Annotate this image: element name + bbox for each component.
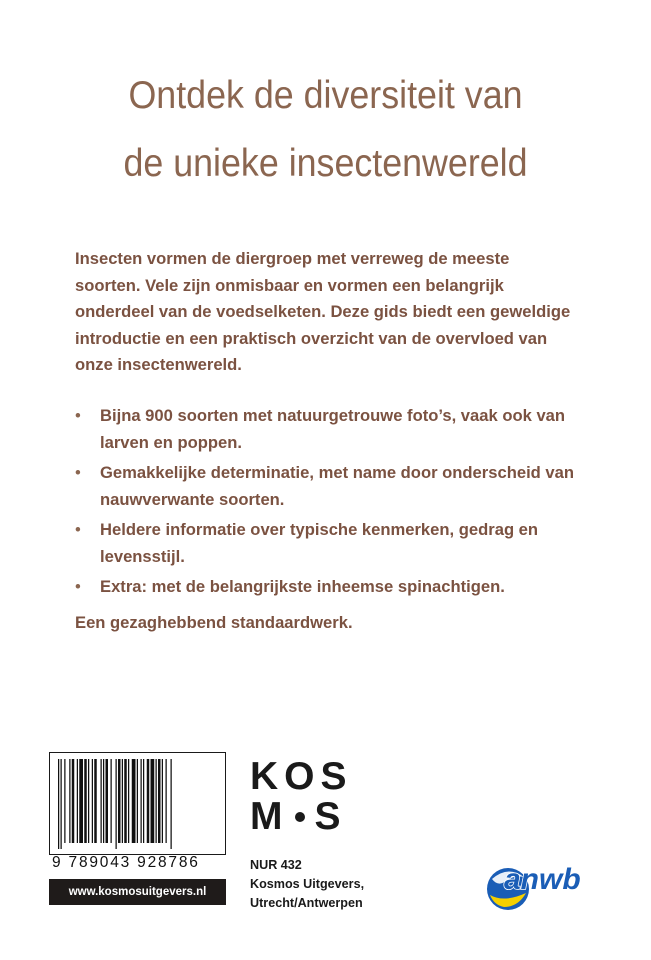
barcode-bar bbox=[137, 759, 138, 843]
barcode-bar bbox=[122, 759, 123, 843]
feature-item bbox=[75, 403, 595, 456]
barcode-bar bbox=[124, 759, 127, 843]
barcode-bar bbox=[143, 759, 144, 843]
barcode-bar bbox=[94, 759, 97, 843]
kosmos-logo bbox=[250, 757, 353, 837]
barcode-bar bbox=[72, 759, 75, 843]
barcode-bar bbox=[128, 759, 129, 843]
headline-line-2: de unieke insectenwereld bbox=[123, 142, 528, 185]
feature-text: Bijna 900 soorten met natuurgetrouwe foto’s, vaak ook van larven en poppen. bbox=[100, 406, 566, 452]
barcode bbox=[49, 752, 226, 855]
headline bbox=[23, 62, 628, 198]
website-url: www.kosmosuitgevers.nl bbox=[49, 879, 226, 905]
barcode-bar bbox=[58, 759, 59, 849]
barcode-bar bbox=[156, 759, 157, 843]
bullet-icon: • bbox=[75, 463, 81, 482]
logo-letter-m: M bbox=[250, 795, 289, 838]
publisher-info bbox=[250, 856, 364, 913]
closing-line: Een gezaghebbend standaardwerk. bbox=[75, 613, 353, 632]
anwb-logo-icon bbox=[484, 855, 604, 917]
logo-line-2 bbox=[250, 797, 353, 837]
barcode-bar bbox=[147, 759, 150, 843]
publisher-name: Kosmos Uitgevers, bbox=[250, 877, 365, 891]
barcode-bar bbox=[111, 759, 112, 843]
feature-item bbox=[75, 574, 595, 601]
barcode-bar bbox=[171, 759, 172, 849]
feature-item bbox=[75, 460, 595, 513]
barcode-bar bbox=[61, 759, 62, 849]
barcode-bar bbox=[79, 759, 83, 843]
barcode-bar bbox=[69, 759, 70, 843]
logo-letter-s: S bbox=[314, 795, 347, 838]
barcode-bar bbox=[84, 759, 87, 843]
barcode-bar bbox=[116, 759, 117, 849]
barcode-bar bbox=[103, 759, 104, 843]
bullet-icon: • bbox=[75, 577, 81, 596]
barcode-bar bbox=[166, 759, 167, 843]
feature-text: Heldere informatie over typische kenmerken, gedrag en levensstijl. bbox=[100, 520, 539, 566]
bullet-icon: • bbox=[75, 520, 81, 539]
barcode-bar bbox=[88, 759, 89, 843]
logo-line-1: KOS bbox=[250, 755, 353, 798]
barcode-bar bbox=[141, 759, 142, 843]
barcode-bar bbox=[101, 759, 102, 843]
barcode-bar bbox=[92, 759, 93, 843]
anwb-logo-text: anwb bbox=[504, 863, 581, 896]
bullet-icon: • bbox=[75, 406, 81, 425]
feature-text: Extra: met de belangrijkste inheemse spinachtigen. bbox=[100, 577, 505, 596]
nur-code: NUR 432 bbox=[250, 858, 302, 872]
barcode-bar bbox=[106, 759, 109, 843]
logo-dot-icon bbox=[295, 812, 305, 822]
feature-item bbox=[75, 517, 595, 570]
barcode-bar bbox=[151, 759, 155, 843]
barcode-bar bbox=[158, 759, 161, 843]
barcode-bars bbox=[58, 759, 217, 849]
barcode-bar bbox=[132, 759, 136, 843]
intro-paragraph: Insecten vormen de diergroep met verreweg de meeste soorten. Vele zijn onmisbaar en vormen een belangrijk onderdeel van de voedselketen. Deze gids biedt een geweldige introductie en een praktisch overzicht van de overvloed van onze insectenwereld. bbox=[75, 249, 571, 374]
barcode-bar bbox=[77, 759, 78, 843]
feature-list bbox=[75, 403, 595, 605]
headline-line-1: Ontdek de diversiteit van bbox=[128, 74, 523, 117]
feature-text: Gemakkelijke determinatie, met name door onderscheid van nauwverwante soorten. bbox=[100, 463, 575, 509]
anwb-logo bbox=[484, 855, 604, 922]
barcode-bar bbox=[118, 759, 121, 843]
barcode-bar bbox=[162, 759, 163, 843]
publisher-location: Utrecht/Antwerpen bbox=[250, 896, 363, 910]
barcode-bar bbox=[64, 759, 65, 843]
isbn-number: 9 789043 928786 bbox=[52, 854, 200, 871]
